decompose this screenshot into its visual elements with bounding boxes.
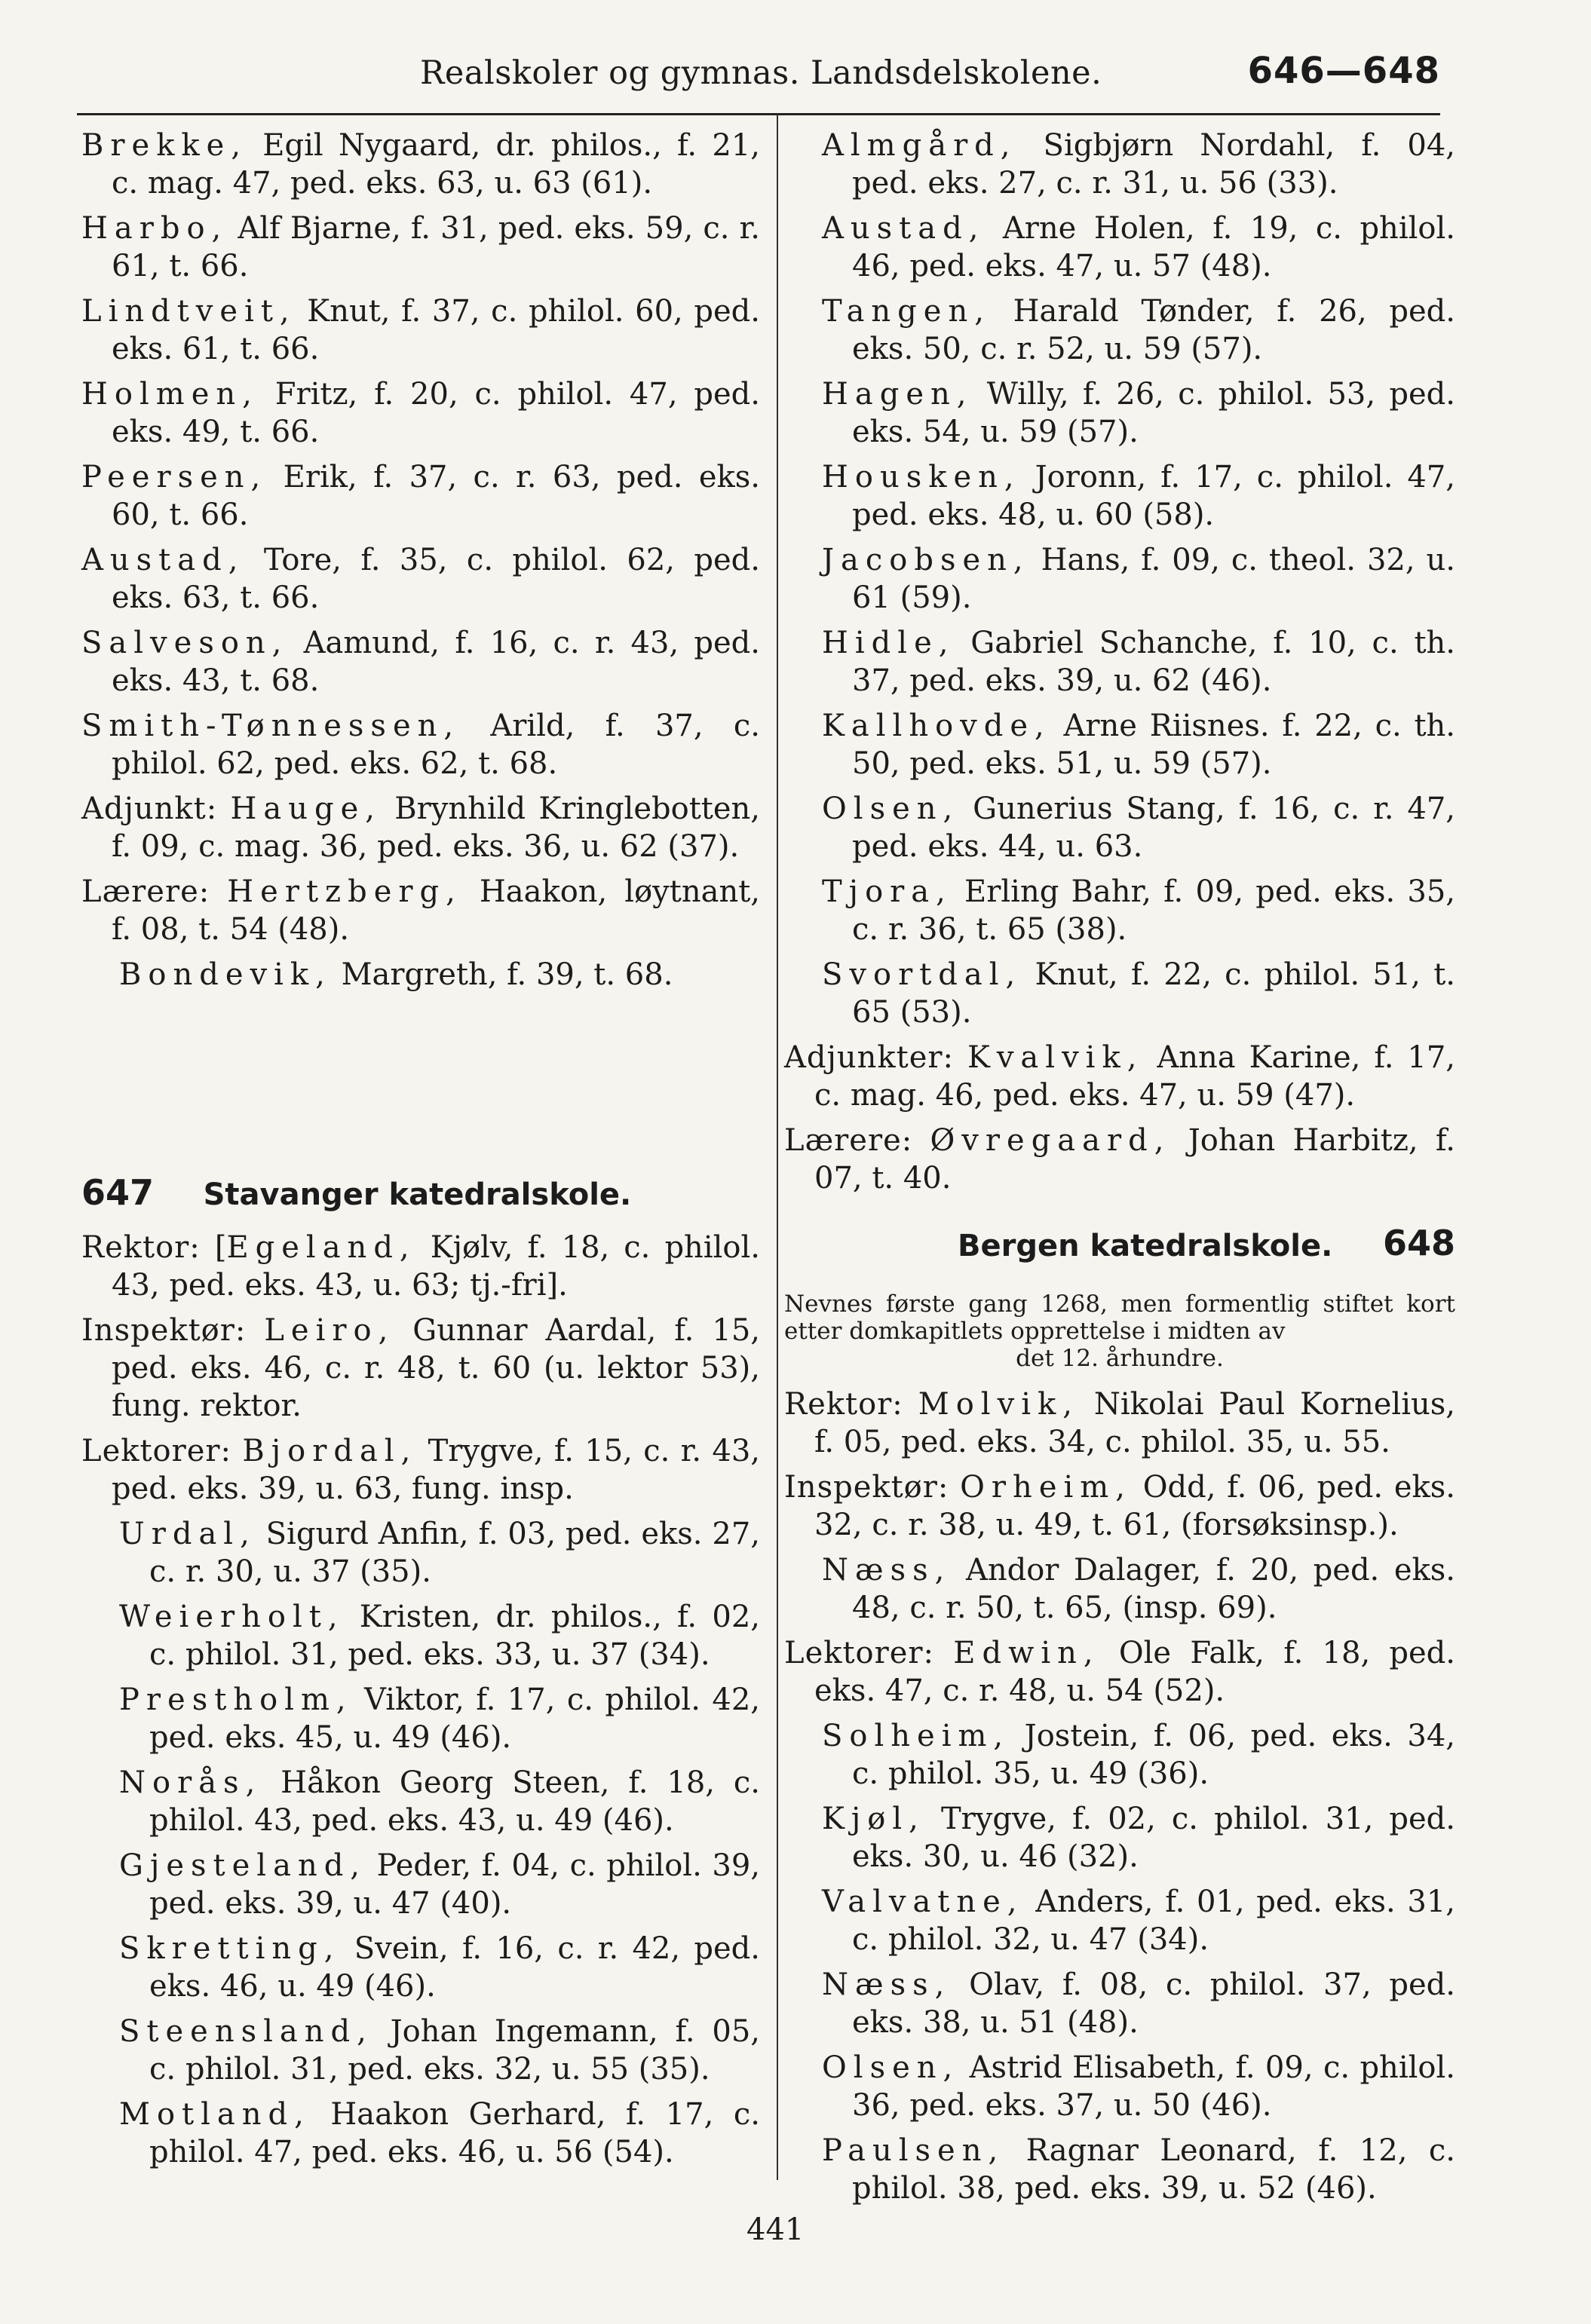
surname: Kallhovde, [822, 709, 1051, 743]
entry-details: Joronn, f. 17, c. philol. 47, ped. eks. 48, u. 60 (58). [852, 460, 1455, 532]
surname: Solheim, [822, 1719, 1010, 1753]
entry-details: Trygve, f. 15, c. r. 43, ped. eks. 39, u. 63, fung. insp. [112, 1434, 761, 1506]
inspektor-entry [784, 1468, 1455, 1544]
surname: Hauge, [230, 792, 382, 826]
entry-details: Haakon Gerhard, f. 17, c. philol. 47, ped. eks. 46, u. 56 (54). [149, 2097, 760, 2169]
entry-details: Svein, f. 16, c. r. 42, ped. eks. 46, u. 49 (46). [149, 1931, 760, 2004]
rektor-entry [81, 1229, 760, 1304]
entry-details: Olav, f. 08, c. philol. 37, ped. eks. 38, u. 51 (48). [852, 1967, 1455, 2040]
header-rule [77, 113, 1440, 115]
laerere-entry [81, 873, 760, 948]
entry-details: Knut, f. 37, c. philol. 60, ped. eks. 61, t. 66. [112, 294, 760, 366]
entry [784, 458, 1455, 534]
entry [784, 292, 1455, 368]
section-number: 647 [81, 1172, 155, 1213]
running-title: Realskoler og gymnas. Landsdelskolene. [420, 54, 1102, 92]
entry [81, 127, 760, 202]
entry [81, 707, 760, 782]
surname: Lindtveit, [81, 294, 296, 329]
surname: Austad, [822, 211, 986, 246]
section-647-heading [81, 1172, 631, 1213]
entry-details: Arne Holen, f. 19, c. philol. 46, ped. eks. 47, u. 57 (48). [852, 211, 1455, 283]
surname: Svortdal, [822, 957, 1022, 992]
entry [81, 1764, 760, 1839]
entry-details: Gunnar Aardal, f. 15, ped. eks. 46, c. r. 48, t. 60 (u. lektor 53), fung. rektor. [112, 1313, 761, 1423]
entry-details: Peder, f. 04, c. philol. 39, ped. eks. 39, u. 47 (40). [149, 1848, 760, 1921]
surname: Molvik, [918, 1387, 1079, 1422]
historical-note [784, 1291, 1455, 1372]
surname: Paulsen, [822, 2133, 1005, 2168]
entry-details: Arne Riisnes. f. 22, c. th. 50, ped. eks. 51, u. 59 (57). [852, 709, 1455, 781]
role-label: Lærere: [784, 1123, 913, 1158]
surname: Austad, [81, 543, 245, 577]
surname: Tjora, [822, 874, 952, 909]
surname: Jacobsen, [822, 543, 1030, 577]
surname: Orheim, [960, 1470, 1132, 1505]
entry-details: Johan Ingemann, f. 05, c. philol. 31, ped. eks. 32, u. 55 (35). [149, 2014, 760, 2087]
entry-details: Nikolai Paul Kornelius, f. 05, ped. eks. 34, c. philol. 35, u. 55. [814, 1387, 1455, 1459]
entry [784, 541, 1455, 617]
left-column-bottom [81, 1229, 760, 2179]
entry-details: Ole Falk, f. 18, ped. eks. 47, c. r. 48, u. 54 (52). [814, 1636, 1455, 1708]
entry-details: Erik, f. 37, c. r. 63, ped. eks. 60, t. 66. [112, 460, 760, 532]
entry-details: Fritz, f. 20, c. philol. 47, ped. eks. 49, t. 66. [112, 377, 760, 449]
entry [81, 210, 760, 285]
entry-details: Knut, f. 22, c. philol. 51, t. 65 (53). [852, 957, 1455, 1030]
surname: Tangen, [822, 294, 991, 329]
role-label: Adjunkter: [784, 1040, 954, 1075]
entry [81, 624, 760, 700]
surname: Steensland, [119, 2014, 373, 2049]
surname: Motland, [119, 2097, 311, 2132]
note-text: Nevnes første gang 1268, men formentlig stiftet kort etter domkapitlets opprettelse i midten av [784, 1291, 1455, 1345]
lektorer-entry [784, 1634, 1455, 1710]
surname: Weierholt, [119, 1600, 345, 1634]
surname: Øvregaard, [930, 1123, 1171, 1158]
entry [81, 2013, 760, 2088]
entry [784, 956, 1455, 1031]
entry [81, 292, 760, 368]
section-648-heading [958, 1223, 1455, 1263]
entry [81, 458, 760, 534]
section-title: Stavanger katedralskole. [203, 1177, 632, 1212]
page-header [77, 50, 1440, 103]
surname: Kvalvik, [967, 1040, 1144, 1075]
entry-details: Arild, f. 37, c. philol. 62, ped. eks. 62, t. 68. [112, 709, 760, 781]
entry-details: Egil Nygaard, dr. philos., f. 21, c. mag. 47, ped. eks. 63, u. 63 (61). [112, 128, 760, 201]
entry [784, 624, 1455, 700]
surname: Leiro, [264, 1313, 395, 1348]
entry-details: Haakon, løytnant, f. 08, t. 54 (48). [112, 874, 760, 947]
entry [81, 1598, 760, 1673]
entry [784, 1717, 1455, 1793]
entry-details: Ragnar Leonard, f. 12, c. philol. 38, ped. eks. 39, u. 52 (46). [852, 2133, 1455, 2206]
left-column-top [81, 127, 760, 1001]
bracket: [ [200, 1230, 227, 1265]
entry-details: Sigurd Anfin, f. 03, ped. eks. 27, c. r. 30, u. 37 (35). [149, 1517, 760, 1589]
entry-details: Hans, f. 09, c. theol. 32, u. 61 (59). [852, 543, 1455, 615]
surname: Holmen, [81, 377, 259, 412]
surname: Peersen, [81, 460, 268, 495]
entry-details: Erling Bahr, f. 09, ped. eks. 35, c. r. 36, t. 65 (38). [852, 874, 1455, 947]
surname: Urdal, [119, 1517, 256, 1551]
surname: Norås, [119, 1765, 262, 1800]
surname: Bjordal, [242, 1434, 418, 1468]
inspektor-entry [81, 1312, 760, 1425]
entry [81, 1515, 760, 1591]
surname: Smith-Tønnessen, [81, 709, 461, 743]
surname: Housken, [822, 460, 1021, 495]
role-label: Rektor: [784, 1387, 903, 1422]
entry [784, 707, 1455, 782]
surname: Næss, [822, 1553, 952, 1588]
role-label: Rektor: [81, 1230, 201, 1265]
role-label: Inspektør: [81, 1313, 247, 1348]
surname: Hidle, [822, 626, 955, 660]
entry [81, 1847, 760, 1922]
entry [784, 1800, 1455, 1875]
entry [81, 956, 760, 994]
surname: Skretting, [119, 1931, 341, 1966]
entry-details: Astrid Elisabeth, f. 09, c. philol. 36, ped. eks. 37, u. 50 (46). [852, 2050, 1455, 2123]
entry [784, 790, 1455, 865]
role-label: Lektorer: [784, 1636, 935, 1670]
role-label: Inspektør: [784, 1470, 949, 1505]
entry [81, 1681, 760, 1756]
page-number: 441 [746, 2212, 805, 2247]
surname: Valvatne, [822, 1885, 1024, 1919]
entry [81, 375, 760, 451]
entry-details: Sigbjørn Nordahl, f. 04, ped. eks. 27, c. r. 31, u. 56 (33). [852, 128, 1455, 201]
right-column-bottom [784, 1291, 1455, 2215]
note-text-end: det 12. århundre. [1016, 1345, 1224, 1372]
right-column-top [784, 127, 1455, 1205]
surname: Bondevik, [119, 957, 332, 992]
surname: Hagen, [822, 377, 973, 412]
entry-details: Trygve, f. 02, c. philol. 31, ped. eks. 30, u. 46 (32). [852, 1802, 1455, 1874]
lektorer-entry [81, 1432, 760, 1508]
surname: Prestholm, [119, 1683, 353, 1717]
adjunkter-entry [784, 1039, 1455, 1114]
entry [784, 1551, 1455, 1627]
entry-details: Andor Dalager, f. 20, ped. eks. 48, c. r. 50, t. 65, (insp. 69). [852, 1553, 1455, 1625]
page-range: 646—648 [1247, 50, 1440, 92]
surname: Salveson, [81, 626, 289, 660]
entry-details: Anna Karine, f. 17, c. mag. 46, ped. eks. 47, u. 59 (47). [814, 1040, 1455, 1113]
entry-details: Margreth, f. 39, t. 68. [331, 957, 673, 992]
entry [81, 541, 760, 617]
entry-details: Håkon Georg Steen, f. 18, c. philol. 43, ped. eks. 43, u. 49 (46). [149, 1765, 760, 1838]
entry-details: Brynhild Kringlebotten, f. 09, c. mag. 36, ped. eks. 36, u. 62 (37). [112, 792, 761, 864]
adjunkt-entry [81, 790, 760, 865]
entry [81, 2096, 760, 2171]
entry [784, 1966, 1455, 2041]
entry-details: Jostein, f. 06, ped. eks. 34, c. philol. 35, u. 49 (36). [852, 1719, 1455, 1791]
entry-details: Gunerius Stang, f. 16, c. r. 47, ped. eks. 44, u. 63. [852, 792, 1455, 864]
entry-details: Kristen, dr. philos., f. 02, c. philol. 31, ped. eks. 33, u. 37 (34). [149, 1600, 760, 1672]
role-label: Lærere: [81, 874, 210, 909]
section-title: Bergen katedralskole. [958, 1229, 1333, 1263]
laerere-entry [784, 1122, 1455, 1197]
surname: Næss, [822, 1967, 952, 2002]
entry-details: Tore, f. 35, c. philol. 62, ped. eks. 63, t. 66. [112, 543, 760, 615]
entry-details: Gabriel Schanche, f. 10, c. th. 37, ped. eks. 39, u. 62 (46). [852, 626, 1455, 698]
surname: Egeland, [226, 1230, 416, 1265]
entry-details: Alf Bjarne, f. 31, ped. eks. 59, c. r. 61, t. 66. [112, 211, 760, 283]
entry-details: Willy, f. 26, c. philol. 53, ped. eks. 54, u. 59 (57). [852, 377, 1455, 449]
entry-details: Viktor, f. 17, c. philol. 42, ped. eks. 45, u. 49 (46). [149, 1683, 760, 1755]
entry-details: Harald Tønder, f. 26, ped. eks. 50, c. r. 52, u. 59 (57). [852, 294, 1455, 366]
entry [784, 127, 1455, 202]
entry [784, 1883, 1455, 1958]
surname: Olsen, [822, 792, 960, 826]
entry [784, 2049, 1455, 2124]
surname: Olsen, [822, 2050, 960, 2085]
entry [784, 375, 1455, 451]
entry-details: Anders, f. 01, ped. eks. 31, c. philol. 32, u. 47 (34). [852, 1885, 1455, 1957]
surname: Edwin, [953, 1636, 1100, 1670]
entry-details: Odd, f. 06, ped. eks. 32, c. r. 38, u. 49, t. 61, (forsøksinsp.). [814, 1470, 1455, 1542]
entry [81, 1930, 760, 2005]
entry-details: Johan Harbitz, f. 07, t. 40. [814, 1123, 1455, 1196]
surname: Kjøl, [822, 1802, 925, 1836]
surname: Almgård, [822, 128, 1017, 163]
entry [784, 2132, 1455, 2207]
entry-details: Aamund, f. 16, c. r. 43, ped. eks. 43, t. 68. [112, 626, 760, 698]
role-label: Lektorer: [81, 1434, 232, 1468]
entry [784, 873, 1455, 948]
surname: Hertzberg, [227, 874, 462, 909]
entry [784, 210, 1455, 285]
column-divider [777, 115, 778, 2180]
role-label: Adjunkt: [81, 792, 218, 826]
surname: Harbo, [81, 211, 228, 246]
surname: Gjesteland, [119, 1848, 367, 1883]
surname: Brekke, [81, 128, 248, 163]
rektor-entry [784, 1386, 1455, 1461]
section-number: 648 [1382, 1223, 1455, 1263]
entry-details: Kjølv, f. 18, c. philol. 43, ped. eks. 43, u. 63; tj.-fri]. [112, 1230, 760, 1303]
